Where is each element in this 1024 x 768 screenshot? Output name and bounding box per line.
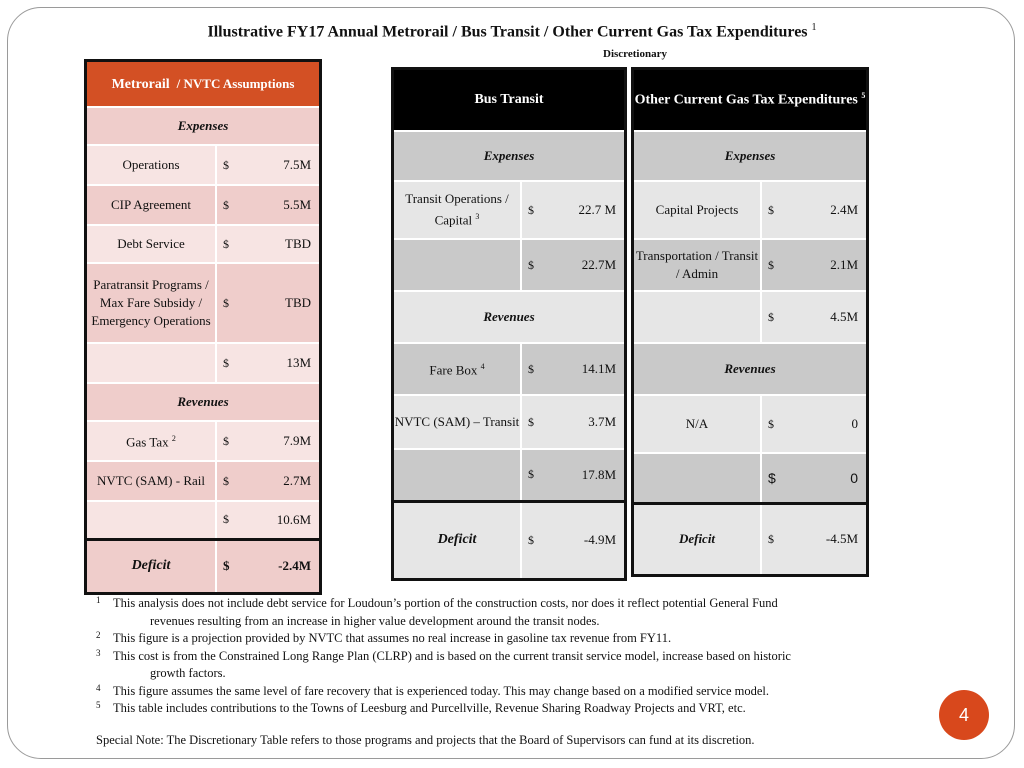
deficit-label: Deficit [633,503,762,575]
row-label: Paratransit Programs / Max Fare Subsidy / Emergency Operations [86,263,217,343]
table-row [86,185,321,225]
row-amount: 2.1M [788,239,868,291]
row-label: Debt Service [86,225,217,263]
row-amount: 5.5M [243,185,321,225]
slide-title: Illustrative FY17 Annual Metrorail / Bus Transit / Other Current Gas Tax Expenditures $^1$ [207,22,817,41]
row-label: Transportation / Transit / Admin [633,239,762,291]
metrorail-expenses-heading: Expenses [86,107,321,145]
row-dollar: $ [761,181,788,239]
row-amount: 3.7M [548,395,626,449]
row-dollar: $ [216,185,243,225]
metrorail-table [84,59,322,595]
row-dollar: $ [216,421,243,461]
row-dollar: $ [216,225,243,263]
bus-expenses-heading: Expenses [393,131,626,181]
deficit-row [393,501,626,579]
bus-transit-header: Bus Transit [393,69,626,132]
row-dollar: $ [216,145,243,185]
total-dollar: $ [521,449,548,501]
row-dollar: $ [761,239,788,291]
row-dollar: $ [216,461,243,501]
row-label: Fare Box $^4$ [393,343,522,395]
row-dollar: $ [521,343,548,395]
table-row [633,395,868,453]
revenues-total-row [86,501,321,539]
row-amount: 2.4M [788,181,868,239]
row-dollar: $ [761,395,788,453]
row-amount: TBD [243,225,321,263]
other-gas-tax-table [631,67,869,577]
row-label: N/A [633,395,762,453]
row-amount: 2.7M [243,461,321,501]
other-gas-tax-header: Other Current Gas Tax Expenditures $^5$ [633,69,868,132]
bus-revenues-heading: Revenues [393,291,626,343]
total-dollar: $ [216,501,243,539]
total-dollar: $ [521,239,548,291]
total-dollar: $ [761,453,788,503]
row-label: NVTC (SAM) – Transit [393,395,522,449]
table-row [633,239,868,291]
row-amount: TBD [243,263,321,343]
row-amount: 7.5M [243,145,321,185]
deficit-amount: -2.4M [243,539,321,593]
deficit-dollar: $ [761,503,788,575]
revenues-total-row [633,453,868,503]
deficit-row [633,503,868,575]
footnote: 3 This cost is from the Constrained Long Range Plan (CLRP) and is based on the current transit service model, increase based on historic growth factors. [96,647,791,680]
table-row [86,225,321,263]
footnote: 5 This table includes contributions to the Towns of Leesburg and Purcellville, Revenue Sharing Roadway Projects and VRT, etc. [96,700,746,715]
row-amount: 22.7 M [548,181,626,239]
total-amount: 13M [243,343,321,383]
row-amount: 7.9M [243,421,321,461]
discretionary-label: Discretionary [603,48,667,60]
table-row [86,145,321,185]
footnotes [96,595,946,749]
expenses-total-row [86,343,321,383]
row-amount: 14.1M [548,343,626,395]
row-amount: 0 [788,395,868,453]
row-label: CIP Agreement [86,185,217,225]
table-row [393,181,626,239]
title-footnote-ref: 1 [811,22,817,33]
row-label: Capital Projects [633,181,762,239]
table-row [393,395,626,449]
metrorail-header: Metrorail / NVTC Assumptions [86,61,321,108]
deficit-label: Deficit [86,539,217,593]
total-amount: 22.7M [548,239,626,291]
total-amount: 10.6M [243,501,321,539]
footnote: 4 This figure assumes the same level of fare recovery that is experienced today. This may change based on a modified service model. [96,682,770,698]
total-amount: 0 [788,453,868,503]
row-dollar: $ [521,395,548,449]
row-label: NVTC (SAM) - Rail [86,461,217,501]
total-amount: 4.5M [788,291,868,343]
total-amount: 17.8M [548,449,626,501]
row-dollar: $ [216,263,243,343]
expenses-total-row [633,291,868,343]
other-revenues-heading: Revenues [633,343,868,395]
footnote: 2 This figure is a projection provided by NVTC that assumes no real increase in gasoline tax revenue from FY11. [96,630,672,645]
revenues-total-row [393,449,626,501]
special-note: Special Note: The Discretionary Table refers to those programs and projects that the Board of Supervisors can fund at its discretion. [96,732,755,747]
row-dollar: $ [521,181,548,239]
expenses-total-row [393,239,626,291]
table-row [86,263,321,343]
metrorail-revenues-heading: Revenues [86,383,321,421]
other-expenses-heading: Expenses [633,131,868,181]
bus-transit-table [391,67,627,581]
footnote: 1 This analysis does not include debt service for Loudoun’s portion of the construction costs, nor does it reflect potential General Fund revenues resulting from an increase in higher value development around the transit nodes. [96,595,778,628]
table-row [393,343,626,395]
deficit-dollar: $ [216,539,243,593]
row-label: Operations [86,145,217,185]
page-number-badge: 4 [939,690,989,740]
total-dollar: $ [761,291,788,343]
table-row [86,461,321,501]
deficit-row [86,539,321,593]
deficit-dollar: $ [521,501,548,579]
row-label: Gas Tax $^2$ [86,421,217,461]
deficit-label: Deficit [393,501,522,579]
row-label: Transit Operations / Capital $^3$ [393,181,522,239]
table-row [633,181,868,239]
total-dollar: $ [216,343,243,383]
table-row [86,421,321,461]
deficit-amount: -4.5M [788,503,868,575]
deficit-amount: -4.9M [548,501,626,579]
